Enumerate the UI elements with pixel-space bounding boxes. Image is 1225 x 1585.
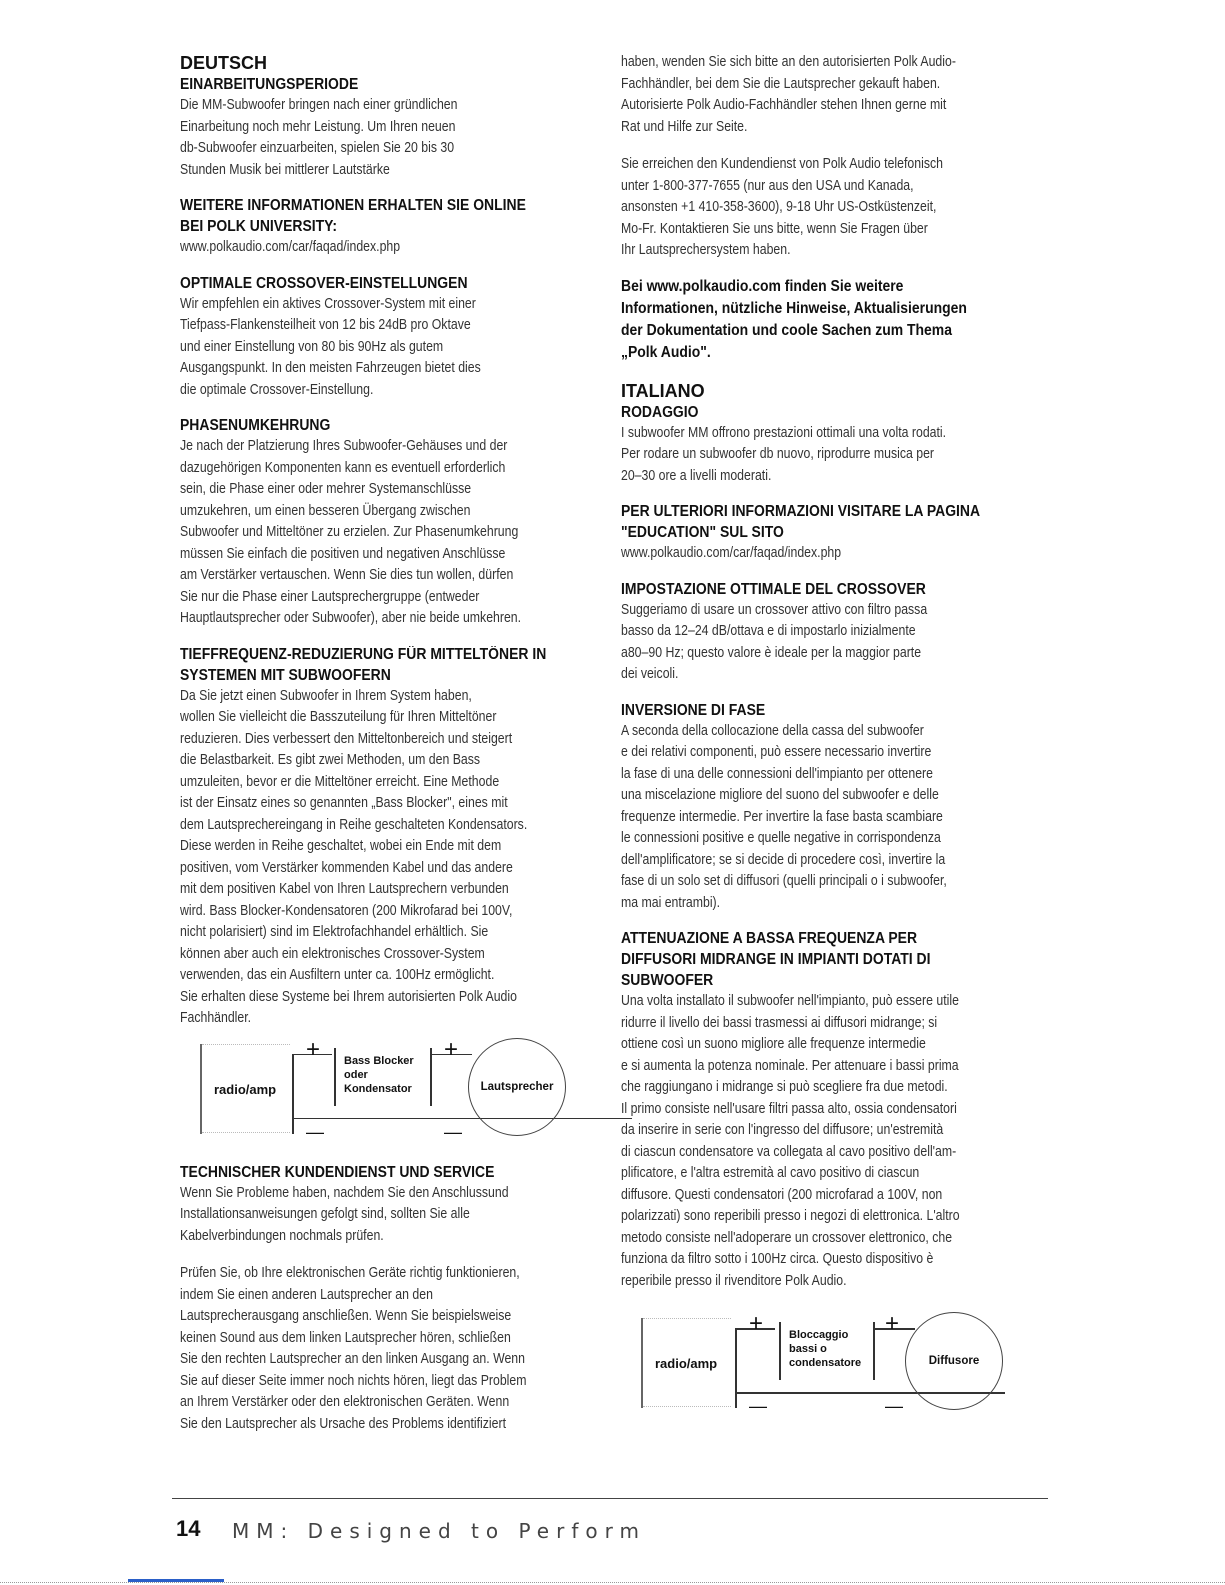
speaker-label: Diffusore xyxy=(928,1355,980,1367)
speaker-circle xyxy=(468,1038,566,1136)
section-tieffrequenz xyxy=(180,644,600,1030)
section-text: Je nach der Platzierung Ihres Subwoofer-Gehäuses und der dazugehörigen Komponenten kann es eventuell erforderlich sein, die Phase einer oder mehrer Systemanschlüsse umzukehren, um einen besseren Übergang zwischen Subwoofer und Mitteltöner zu erzielen. Zur Phasenumkehrung müssen Sie einfach die positiven und negativen Anschlüsse am Verstärker vertauschen. Wenn Sie dies tun wollen, dürfen Sie nur die Phase einer Lautsprechergruppe (entweder Hauptlautsprecher oder Subwoofer), aber nie beide umkehren. xyxy=(180,438,522,626)
section-heading: PHASENUMKEHRUNG xyxy=(180,417,331,434)
bottom-dotted-rule xyxy=(0,1582,1225,1583)
section-heading: PER ULTERIORI INFORMAZIONI VISITARE LA PAGINA "EDUCATION" SUL SITO xyxy=(621,503,981,541)
section-heading: OPTIMALE CROSSOVER-EINSTELLUNGEN xyxy=(180,274,468,292)
left-column xyxy=(180,52,600,1449)
section-inversione-fase xyxy=(621,700,1051,915)
section-heading: IMPOSTAZIONE OTTIMALE DEL CROSSOVER xyxy=(621,580,926,598)
section-heading: TECHNISCHER KUNDENDIENST UND SERVICE xyxy=(180,1163,495,1181)
section-text: Suggeriamo di usare un crossover attivo con filtro passa basso da 12–24 dB/ottava e di impostarlo inizialmente a80–90 Hz; questo valore è ideale per la maggior parte dei veicoli. xyxy=(621,601,928,682)
plus-sign: + xyxy=(749,1310,764,1337)
section-heading: TIEFFREQUENZ-REDUZIERUNG FÜR MITTELTÖNER IN SYSTEMEN MIT SUBWOOFERN xyxy=(180,645,547,684)
right-column xyxy=(621,52,1051,1436)
amp-label: radio/amp xyxy=(655,1356,718,1371)
section-rodaggio xyxy=(621,402,1051,488)
section-text: Prüfen Sie, ob Ihre elektronischen Geräte richtig funktionieren, indem Sie einen anderen Lautsprecher an den Lautsprecherausgang anschließen. Wenn Sie beispielsweise keinen Sound aus dem linken Lautsprecher hören, schließen Sie den rechten Lautsprecher an den linken Ausgang an. Wenn Sie auf dieser Seite immer noch nichts hören, liegt das Problem an Ihrem Verstärker oder den elektronischen Geräten. Wenn Sie den Lautsprecher als Ursache des Problems identifiziert xyxy=(180,1265,527,1432)
contact-text: Sie erreichen den Kundendienst von Polk Audio telefonisch unter 1-800-377-7655 (nur aus den USA und Kanada, ansonsten +1 410-358-3600), 9-18 Uhr US-Ostküstenzeit, Mo-Fr. Kontaktieren Sie uns bitte, wenn Sie Fragen über Ihr Lautsprechersystem haben. xyxy=(621,156,943,258)
amp-bar xyxy=(200,1044,202,1134)
section-service xyxy=(180,1162,600,1436)
amp-bar xyxy=(641,1318,643,1408)
minus-sign: — xyxy=(306,1121,324,1142)
plus-sign: + xyxy=(306,1035,321,1063)
plus-sign: + xyxy=(885,1310,900,1337)
continued-text: haben, wenden Sie sich bitte an den autorisierten Polk Audio- Fachhändler, bei dem Sie die Lautsprecher gekauft haben. Autorisierte Polk Audio-Fachhändler stehen Ihnen gerne mit Rat und Hilfe zur Seite. xyxy=(621,54,956,135)
minus-sign: — xyxy=(749,1396,767,1416)
section-text: Die MM-Subwoofer bringen nach einer gründlichen Einarbeitung noch mehr Leistung. Um Ihren neuen db-Subwoofer einzuarbeiten, spielen Sie 20 bis 30 Stunden Musik bei mittlerer Lautstärke xyxy=(180,97,458,178)
section-phasenumkehrung xyxy=(180,415,600,630)
section-heading: INVERSIONE DI FASE xyxy=(621,701,766,719)
section-ulteriori-informazioni xyxy=(621,501,1051,565)
speaker-circle xyxy=(905,1312,1003,1410)
section-attenuazione xyxy=(621,928,1051,1292)
minus-sign: — xyxy=(444,1121,462,1142)
section-heading: ATTENUAZIONE A BASSA FREQUENZA PER DIFFUSORI MIDRANGE IN IMPIANTI DOTATI DI SUBWOOFER xyxy=(621,930,931,989)
section-heading: WEITERE INFORMATIONEN ERHALTEN SIE ONLINE BEI POLK UNIVERSITY: xyxy=(180,197,526,235)
plus-sign: + xyxy=(444,1035,459,1063)
website-callout: Bei www.polkaudio.com finden Sie weitere Informationen, nützliche Hinweise, Aktualisierungen der Dokumentation und coole Sachen zum Thema „Polk Audio". xyxy=(621,277,967,361)
bottom-blue-marker xyxy=(128,1579,224,1582)
wiring-diagram-it xyxy=(621,1310,1051,1418)
minus-sign: — xyxy=(885,1396,903,1416)
bass-blocker-label: Bloccaggio bassi o condensatore xyxy=(789,1329,862,1369)
section-heading: RODAGGIO xyxy=(621,403,699,421)
page-number: 14 xyxy=(176,1516,201,1541)
section-heading: EINARBEITUNGSPERIODE xyxy=(180,76,359,93)
section-text: Da Sie jetzt einen Subwoofer in Ihrem System haben, wollen Sie vielleicht die Basszuteilung für Ihren Mitteltöner reduzieren. Dies verbessert den Mitteltonbereich und steigert die Belastbarkeit. Es gibt zwei Methoden, um den Bass umzuleiten, bevor er die Mitteltöner erreicht. Eine Methode ist der Einsatz eines so genannten „Bass Blocker", eines mit dem Lautsprechereingang in Reihe geschalteten Kondensators. Diese werden in Reihe geschaltet, wobei ein Ende mit dem positiven, vom Verstärker kommenden Kabel und das andere mit dem positiven Kabel von Ihren Lautsprechern verbunden wird. Bass Blocker-Kondensatoren (200 Mikrofarad bei 100V, nicht polarisiert) sind im Elektrofachhandel erhältlich. Sie können aber auch ein elektronisches Crossover-System verwenden, das ein Ausfiltern unter ca. 100Hz ermöglicht. Sie erhalten diese Systeme bei Ihrem autorisierten Polk Audio Fachhändler. xyxy=(180,687,528,1026)
section-einarbeitung xyxy=(180,74,600,181)
section-crossover-it xyxy=(621,579,1051,686)
wiring-diagram-de xyxy=(180,1035,600,1144)
bass-blocker-label: Bass Blocker oder Kondensator xyxy=(344,1054,414,1095)
language-heading-italiano: ITALIANO xyxy=(621,380,705,401)
section-text: Wenn Sie Probleme haben, nachdem Sie den Anschlussund Installationsanweisungen gefolgt sind, sollten Sie alle Kabelverbindungen nochmals prüfen. xyxy=(180,1184,509,1244)
section-text: A seconda della collocazione della cassa del subwoofer e dei relativi componenti, può essere necessario invertire la fase di una delle connessioni dell'impianto per ottenere una miscelazione migliore del suono del subwoofer e delle frequenze intermedie. Per invertire la fase basta scambiare le connessioni positive e quelle negative in corrispondenza dell'amplificatore; se si decide di procedere così, invertire la fase di un solo set di diffusori (quelli principali o i subwoofer, ma mai entrambi). xyxy=(621,722,947,911)
section-crossover xyxy=(180,273,600,402)
footer-rule xyxy=(172,1498,1048,1499)
url-text: www.polkaudio.com/car/faqad/index.php xyxy=(180,239,401,255)
amp-label: radio/amp xyxy=(214,1081,277,1097)
language-heading-deutsch: DEUTSCH xyxy=(180,53,268,73)
section-text: Wir empfehlen ein aktives Crossover-System mit einer Tiefpass-Flankensteilheit von 12 bis 24dB pro Oktave und einer Einstellung von 80 bis 90Hz als gutem Ausgangspunkt. In den meisten Fahrzeugen bietet dies die optimale Crossover-Einstellung. xyxy=(180,295,481,398)
section-text: I subwoofer MM offrono prestazioni ottimali una volta rodati. Per rodare un subwoofer db nuovo, riprodurre musica per 20–30 ore a livelli moderati. xyxy=(621,424,947,484)
section-weitere-informationen xyxy=(180,195,600,259)
url-text: www.polkaudio.com/car/faqad/index.php xyxy=(621,545,842,561)
section-text: Una volta installato il subwoofer nell'impianto, può essere utile ridurre il livello dei bassi trasmessi ai diffusori midrange; si ottiene così un suono migliore alle frequenze intermedie e si aumenta la potenza nominale. Per attenuare i bassi prima che raggiungano i midrange si può scegliere fra due metodi. Il primo consiste nell'usare filtri passa alto, ossia condensatori da inserire in serie con l'ingresso del diffusore; un'estremità di ciascun condensatore va collegata al cavo positivo dell'am- plificatore, e l'altra estremità al cavo positivo di ciascun diffusore. Questi condensatori (200 microfarad a 100V, non polarizzati) sono reperibili presso i negozi di elettronica. L'altro metodo consiste nell'adoperare un crossover elettronico, che funziona da filtro sotto i 100Hz circa. Questo dispositivo è reperibile presso il rivenditore Polk Audio. xyxy=(621,993,960,1289)
speaker-label: Lautsprecher xyxy=(480,1080,554,1093)
footer-tagline: MM: Designed to Perform xyxy=(232,1519,646,1543)
